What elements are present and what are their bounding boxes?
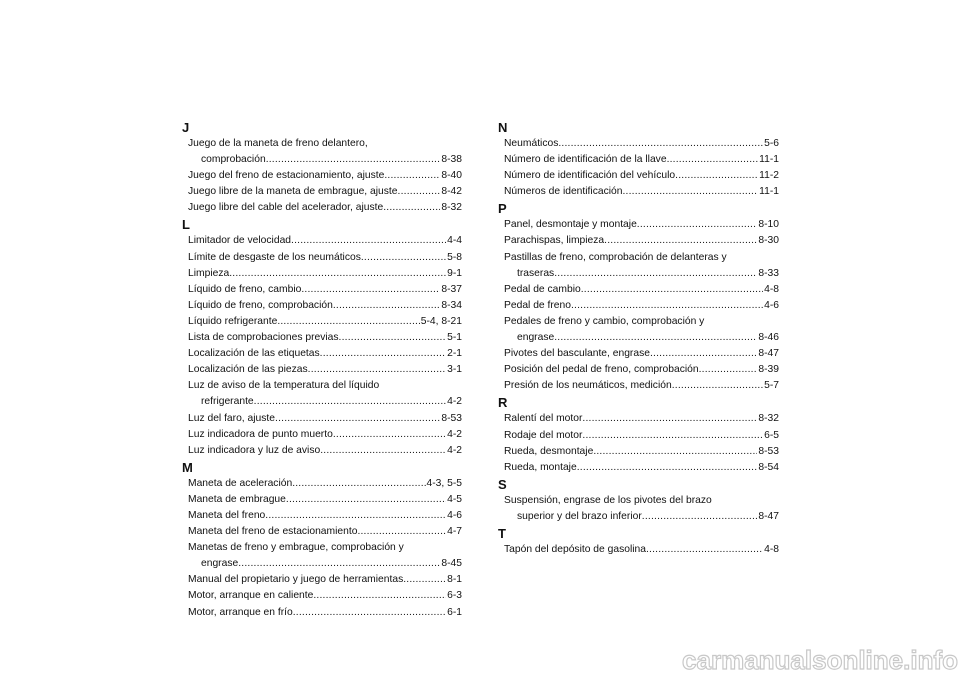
dot-leader <box>229 266 446 282</box>
section-letter: P <box>498 201 507 217</box>
entry-text: Maneta de aceleración <box>188 477 293 489</box>
page-ref: 8-33 <box>758 267 779 279</box>
entry-text: superior y del brazo inferior <box>517 510 642 522</box>
entry-text: Limpieza <box>188 267 230 279</box>
page-ref: 8-45 <box>441 558 462 570</box>
entry-text: Panel, desmontaje y montaje <box>504 219 637 231</box>
page-ref: 5-1 <box>447 332 462 344</box>
dot-leader <box>699 362 758 378</box>
dot-leader <box>320 346 446 362</box>
dot-leader <box>266 152 441 168</box>
page-ref: 5-8 <box>447 251 462 263</box>
section-letter: S <box>498 476 507 492</box>
dot-leader <box>571 298 763 314</box>
dot-leader <box>650 346 757 362</box>
entry-text: Presión de los neumáticos, medición <box>504 380 672 392</box>
dot-leader <box>558 136 763 152</box>
section-letter: J <box>182 120 190 135</box>
page-ref: 4-2 <box>447 444 462 456</box>
entry-text: engrase <box>517 332 555 344</box>
page-ref: 8-30 <box>758 235 779 247</box>
dot-leader <box>320 443 446 459</box>
dot-leader <box>286 492 446 508</box>
index-section-j <box>182 119 462 216</box>
index-entry-pedal-de-freno <box>498 298 779 314</box>
entry-text: Limitador de velocidad <box>188 235 292 247</box>
section-letter: M <box>182 459 193 475</box>
dot-leader <box>554 266 757 282</box>
index-entry-pedales-de-freno-y-cambio-comprobacion-y <box>498 314 779 346</box>
page-ref: 4-8 <box>764 283 779 295</box>
entry-text: Luz indicadora de punto muerto <box>188 428 333 440</box>
page-ref: 4-3, 5-5 <box>426 477 462 489</box>
index-entry-tapon-del-deposito-de-gasolina <box>498 542 779 558</box>
dot-leader <box>384 168 440 184</box>
index-section-n <box>498 119 779 200</box>
index-entry-rueda-montaje <box>498 460 779 476</box>
entry-text: Posición del pedal de freno, comprobación <box>504 364 699 376</box>
page-ref: 8-47 <box>758 510 779 522</box>
dot-leader <box>667 152 759 168</box>
page-ref: 8-38 <box>441 154 462 166</box>
dot-leader <box>577 460 758 476</box>
page-ref: 8-37 <box>441 283 462 295</box>
dot-leader <box>604 233 757 249</box>
index-entry-limpieza <box>182 266 462 282</box>
entry-text: Maneta del freno <box>188 509 266 521</box>
page-ref: 8-1 <box>447 574 462 586</box>
entry-text: Número de identificación de la llave <box>504 154 667 166</box>
index-entry-parachispas-limpieza <box>498 233 779 249</box>
page-ref: 8-40 <box>441 170 462 182</box>
index-entry-localizacion-de-las-piezas <box>182 362 462 378</box>
dot-leader <box>581 282 763 298</box>
page-ref: 8-34 <box>441 299 462 311</box>
page-ref: 4-6 <box>447 509 462 521</box>
index-entry-juego-de-la-maneta-de-freno-delantero <box>182 136 462 168</box>
index-section-r <box>498 394 779 475</box>
entry-text: engrase <box>201 558 239 570</box>
entry-text: Pedales de freno y cambio, comprobación y <box>504 315 705 327</box>
dot-leader <box>265 508 446 524</box>
dot-leader <box>293 605 446 621</box>
dot-leader <box>254 394 446 410</box>
entry-text: Juego de la maneta de freno delantero, <box>188 138 368 149</box>
index-entry-rodaje-del-motor <box>498 428 779 444</box>
dot-leader <box>637 217 758 233</box>
entry-text: Juego del freno de estacionamiento, ajuste <box>188 170 385 182</box>
index-entry-manetas-de-freno-y-embrague-comprobacion <box>182 540 462 572</box>
entry-text: Lista de comprobaciones previas <box>188 332 339 344</box>
index-section-p <box>498 200 779 394</box>
page-ref: 4-8 <box>764 543 779 555</box>
section-letter: R <box>498 395 508 411</box>
entry-text: Motor, arranque en caliente <box>188 590 314 602</box>
index-column-left <box>182 119 462 621</box>
index-entry-juego-del-freno-de-estacionamiento-ajust <box>182 168 462 184</box>
index-entry-luz-del-faro-ajuste <box>182 411 462 427</box>
page-ref: 8-10 <box>758 219 779 231</box>
section-letter: L <box>182 217 190 233</box>
entry-text: Rodaje del motor <box>504 429 583 441</box>
index-section-s <box>498 476 779 525</box>
page-ref: 8-46 <box>758 332 779 344</box>
dot-leader <box>383 200 440 216</box>
index-entry-liquido-de-freno-comprobacion <box>182 298 462 314</box>
page-ref: 11-1 <box>759 186 779 198</box>
entry-text: Neumáticos <box>504 138 559 149</box>
entry-text: Rueda, montaje <box>504 461 577 473</box>
entry-text: Líquido refrigerante <box>188 315 278 327</box>
dot-leader <box>313 588 446 604</box>
entry-text: Manetas de freno y embrague, comprobación y <box>188 542 404 554</box>
index-entry-liquido-refrigerante <box>182 314 462 330</box>
entry-text: Luz del faro, ajuste <box>188 412 276 424</box>
page-ref: 2-1 <box>447 348 462 360</box>
entry-text: Pedal de freno <box>504 299 571 311</box>
entry-text: Suspensión, engrase de los pivotes del brazo <box>504 494 712 506</box>
page-ref: 8-53 <box>758 445 779 457</box>
dot-leader <box>308 362 446 378</box>
index-entry-pivotes-del-basculante-engrase <box>498 346 779 362</box>
page-ref: 8-39 <box>758 364 779 376</box>
dot-leader <box>275 411 440 427</box>
entry-text: Tapón del depósito de gasolina <box>504 543 646 555</box>
index-column-right <box>498 119 779 558</box>
page-ref: 3-1 <box>447 364 462 376</box>
page-ref: 8-32 <box>758 413 779 425</box>
index-entry-neumaticos <box>498 136 779 152</box>
dot-leader <box>554 330 757 346</box>
page-ref: 4-7 <box>447 526 462 538</box>
dot-leader <box>238 556 440 572</box>
page-ref: 4-2 <box>447 428 462 440</box>
dot-leader <box>339 330 447 346</box>
index-entry-localizacion-de-las-etiquetas <box>182 346 462 362</box>
dot-leader <box>291 233 446 249</box>
dot-leader <box>357 524 446 540</box>
entry-text: Localización de las etiquetas <box>188 348 320 360</box>
entry-text: Rueda, desmontaje <box>504 445 594 457</box>
index-entry-limitador-de-velocidad <box>182 233 462 249</box>
entry-text: Localización de las piezas <box>188 364 308 376</box>
index-section-l <box>182 216 462 458</box>
index-entry-manual-del-propietario-y-juego-de-herram <box>182 572 462 588</box>
page-ref: 11-1 <box>759 154 779 166</box>
index-entry-juego-libre-del-cable-del-acelerador-aju <box>182 200 462 216</box>
dot-leader <box>292 476 425 492</box>
page-ref: 8-54 <box>758 461 779 473</box>
entry-text: refrigerante <box>201 396 254 408</box>
section-letter: T <box>498 525 506 541</box>
entry-text: Manual del propietario y juego de herramientas <box>188 574 404 586</box>
dot-leader <box>403 572 446 588</box>
entry-text: Pedal de cambio <box>504 283 581 295</box>
entry-text: Luz de aviso de la temperatura del líquido <box>188 380 380 392</box>
index-entry-suspension-engrase-de-los-pivotes-del-br <box>498 493 779 525</box>
index-entry-juego-libre-de-la-maneta-de-embrague-aju <box>182 184 462 200</box>
dot-leader <box>301 282 440 298</box>
index-entry-liquido-de-freno-cambio <box>182 282 462 298</box>
dot-leader <box>672 378 763 394</box>
index-entry-luz-indicadora-de-punto-muerto <box>182 427 462 443</box>
index-entry-maneta-del-freno-de-estacionamiento <box>182 524 462 540</box>
entry-text: Parachispas, limpieza <box>504 235 605 247</box>
entry-text: Juego libre del cable del acelerador, ajuste <box>188 202 384 214</box>
dot-leader <box>361 250 446 266</box>
index-section-m <box>182 459 462 621</box>
page-ref: 8-32 <box>441 202 462 214</box>
entry-text: Luz indicadora y luz de aviso <box>188 444 321 456</box>
entry-text: Pivotes del basculante, engrase <box>504 348 650 360</box>
index-entry-rueda-desmontaje <box>498 444 779 460</box>
index-entry-numeros-de-identificacion <box>498 184 779 200</box>
page-ref: 5-6 <box>764 138 779 149</box>
index-entry-maneta-de-embrague <box>182 492 462 508</box>
section-letter: N <box>498 120 508 135</box>
index-entry-maneta-del-freno <box>182 508 462 524</box>
index-entry-pedal-de-cambio <box>498 282 779 298</box>
page-ref: 4-2 <box>447 396 462 408</box>
dot-leader <box>333 298 441 314</box>
page-ref: 6-1 <box>447 606 462 618</box>
dot-leader <box>277 314 419 330</box>
index-entry-maneta-de-aceleracion <box>182 476 462 492</box>
index-entry-luz-indicadora-y-luz-de-aviso <box>182 443 462 459</box>
entry-text: Números de identificación <box>504 186 623 198</box>
dot-leader <box>642 509 758 525</box>
entry-text: Motor, arranque en frío <box>188 606 293 618</box>
entry-text: Límite de desgaste de los neumáticos <box>188 251 361 263</box>
page-ref: 6-5 <box>764 429 779 441</box>
dot-leader <box>593 444 757 460</box>
entry-text: Pastillas de freno, comprobación de delanteras y <box>504 251 727 263</box>
entry-text: comprobación <box>201 154 266 166</box>
page-ref: 5-7 <box>764 380 779 392</box>
index-entry-posicion-del-pedal-de-freno-comprobacion <box>498 362 779 378</box>
index-entry-motor-arranque-en-caliente <box>182 588 462 604</box>
entry-text: traseras <box>517 267 555 279</box>
page-ref: 4-5 <box>447 493 462 505</box>
page-ref: 11-2 <box>759 170 779 182</box>
dot-leader <box>333 427 446 443</box>
page-ref: 8-53 <box>441 412 462 424</box>
dot-leader <box>675 168 758 184</box>
page-ref: 8-42 <box>441 186 462 198</box>
index-entry-luz-de-aviso-de-la-temperatura-del-liqui <box>182 378 462 410</box>
dot-leader <box>582 428 763 444</box>
index-entry-numero-de-identificacion-de-la-llave <box>498 152 779 168</box>
dot-leader <box>582 411 757 427</box>
entry-text: Líquido de freno, cambio <box>188 283 302 295</box>
page-ref: 8-47 <box>758 348 779 360</box>
dot-leader <box>646 542 763 558</box>
index-section-t <box>498 525 779 558</box>
dot-leader <box>622 184 758 200</box>
page-ref: 4-4 <box>447 235 462 247</box>
page-ref: 6-3 <box>447 590 462 602</box>
index-entry-lista-de-comprobaciones-previas <box>182 330 462 346</box>
entry-text: Líquido de freno, comprobación <box>188 299 333 311</box>
entry-text: Ralentí del motor <box>504 413 583 425</box>
page-ref: 4-6 <box>764 299 779 311</box>
index-entry-presion-de-los-neumaticos-medicion <box>498 378 779 394</box>
index-entry-numero-de-identificacion-del-vehiculo <box>498 168 779 184</box>
watermark-text: carmanualsonline.info <box>682 645 958 675</box>
entry-text: Maneta de embrague <box>188 493 286 505</box>
entry-text: Juego libre de la maneta de embrague, ajuste <box>188 186 398 198</box>
index-entry-pastillas-de-freno-comprobacion-de-delan <box>498 250 779 282</box>
page-ref: 5-4, 8-21 <box>420 315 462 327</box>
page-ref: 9-1 <box>447 267 462 279</box>
index-entry-motor-arranque-en-frio <box>182 605 462 621</box>
watermark-logo <box>566 645 960 675</box>
dot-leader <box>398 184 441 200</box>
index-entry-limite-de-desgaste-de-los-neumaticos <box>182 250 462 266</box>
index-entry-ralenti-del-motor <box>498 411 779 427</box>
entry-text: Número de identificación del vehículo <box>504 170 676 182</box>
entry-text: Maneta del freno de estacionamiento <box>188 526 358 538</box>
index-entry-panel-desmontaje-y-montaje <box>498 217 779 233</box>
